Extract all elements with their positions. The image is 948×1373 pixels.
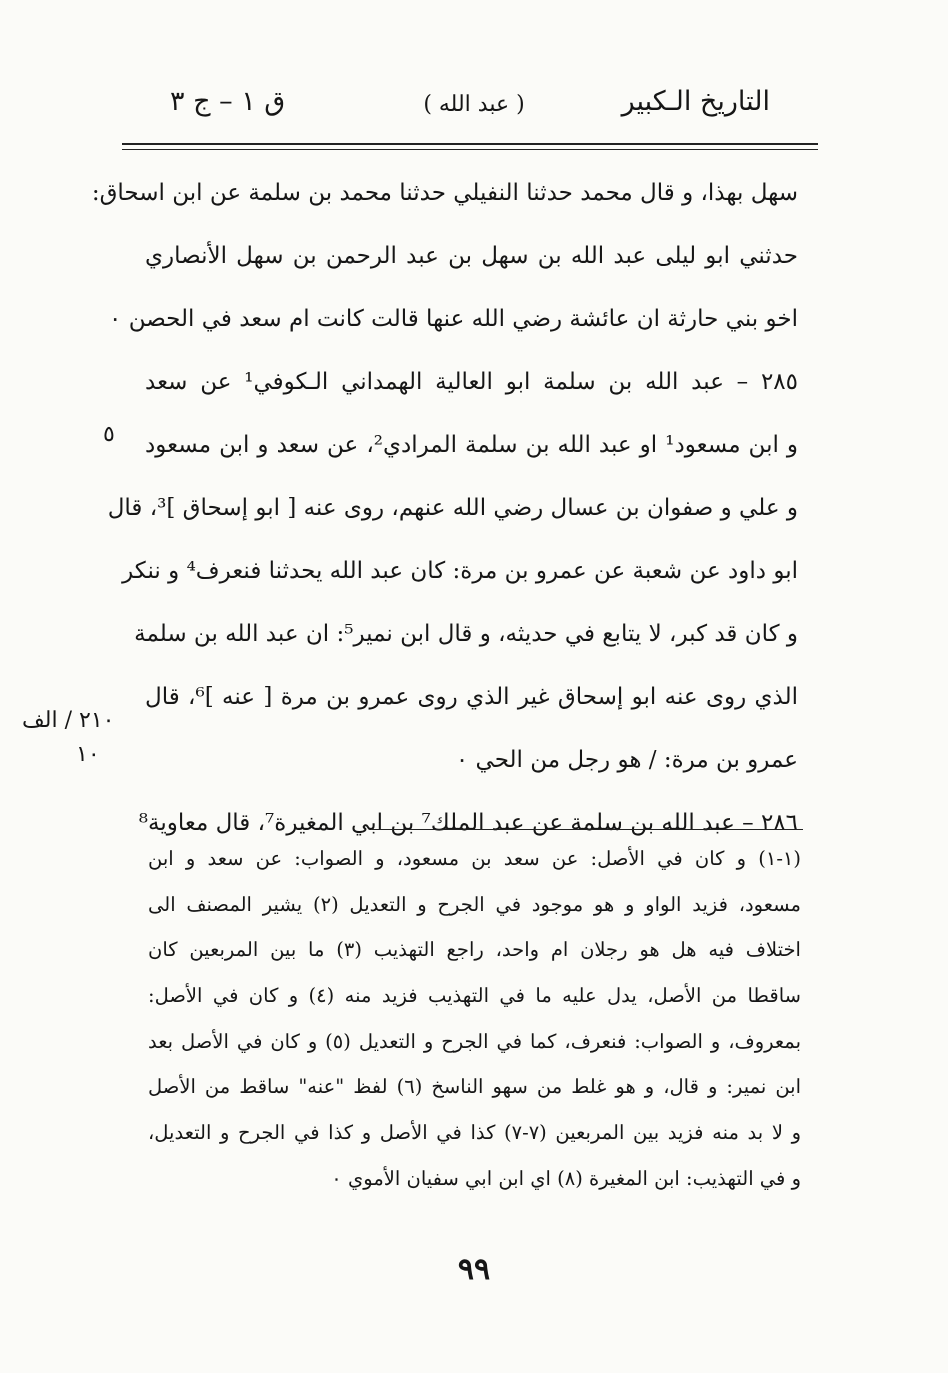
footnote-line: و لا بد منه فزيد بين المربعين (٧-٧) كذا في الأصل و كذا في الجرح و التعديل، xyxy=(148,1121,801,1145)
footnote-line: ابن نمير: و قال، و هو غلط من سهو الناسخ (٦) لفظ "عنه" ساقط من الأصل xyxy=(148,1075,802,1099)
page-number: ٩٩ xyxy=(457,1252,491,1287)
footnote-line: اختلاف فيه هل هو رجلان ام واحد، راجع التهذيب (٣) ما بين المربعين كان xyxy=(148,938,801,962)
footnote-line: بمعروف، و الصواب: فنعرف، كما في الجرح و التعديل (٥) و كان في الأصل بعد xyxy=(148,1029,801,1053)
text-line: ابو داود عن شعبة عن عمرو بن مرة: كان عبد الله يحدثنا فنعرف⁴ و ننكر xyxy=(122,558,798,584)
running-title: التاريخ الـكبير xyxy=(621,86,770,117)
footnote-line: مسعود، فزيد الواو و هو موجود في الجرح و التعديل (٢) يشير المصنف الى xyxy=(148,892,801,916)
text-line: اخو بني حارثة ان عائشة رضي الله عنها قالت كانت ام سعد في الحصن ٠ xyxy=(109,306,798,332)
entry-285-line: ٢٨٥ – عبد الله بن سلمة ابو العالية الهمداني الـكوفي¹ عن سعد xyxy=(145,369,798,395)
text-line: و كان قد كبر، لا يتابع في حديثه، و قال ابن نمير⁵: ان عبد الله بن سلمة xyxy=(134,621,798,647)
text-line: و ابن مسعود¹ او عبد الله بن سلمة المرادي²، عن سعد و ابن مسعود xyxy=(145,432,799,458)
text-line: الذي روى عنه ابو إسحاق غير الذي روى عمرو بن مرة [ عنه ]⁶، قال xyxy=(145,684,798,710)
header-rule-thick xyxy=(122,143,818,145)
footnote-line: و في التهذيب: ابن المغيرة (٨) اي ابن ابي سفيان الأموي ٠ xyxy=(331,1166,801,1190)
text-line: و علي و صفوان بن عسال رضي الله عنهم، روى عنه [ ابو إسحاق ]³، قال xyxy=(107,495,798,521)
footnote-rule xyxy=(372,829,803,830)
entry-286-line: ٢٨٦ – عبد الله بن سلمة عن عبد الملك⁷ بن ابي المغيرة⁷، قال معاوية⁸ xyxy=(138,810,798,836)
text-line: عمرو بن مرة: / هو رجل من الحي ٠ xyxy=(455,747,798,773)
margin-line-marker: ٥ xyxy=(103,422,115,447)
margin-line-count: ١٠ xyxy=(76,742,100,767)
text-line: حدثني ابو ليلى عبد الله بن سهل بن عبد الرحمن بن سهل الأنصاري xyxy=(145,243,798,269)
main-text xyxy=(91,162,799,855)
footnote-line: ساقطا من الأصل، يدل عليه ما في التهذيب فزيد منه (٤) و كان في الأصل: xyxy=(148,984,802,1008)
margin-folio: ٢١٠ / الف xyxy=(22,708,115,733)
volume-part-label: ق ١ – ج ٣ xyxy=(170,86,286,117)
header-rule-thin xyxy=(122,149,818,150)
footnote-line: (١-١) و كان في الأصل: عن سعد بن مسعود، و الصواب: عن سعد و ابن xyxy=(148,847,801,870)
text-line: سهل بهذا، و قال محمد حدثنا النفيلي حدثنا محمد بن سلمة عن ابن اسحاق: xyxy=(91,180,798,206)
footnotes xyxy=(148,836,801,1202)
section-title: ( عبد الله ) xyxy=(423,92,525,117)
